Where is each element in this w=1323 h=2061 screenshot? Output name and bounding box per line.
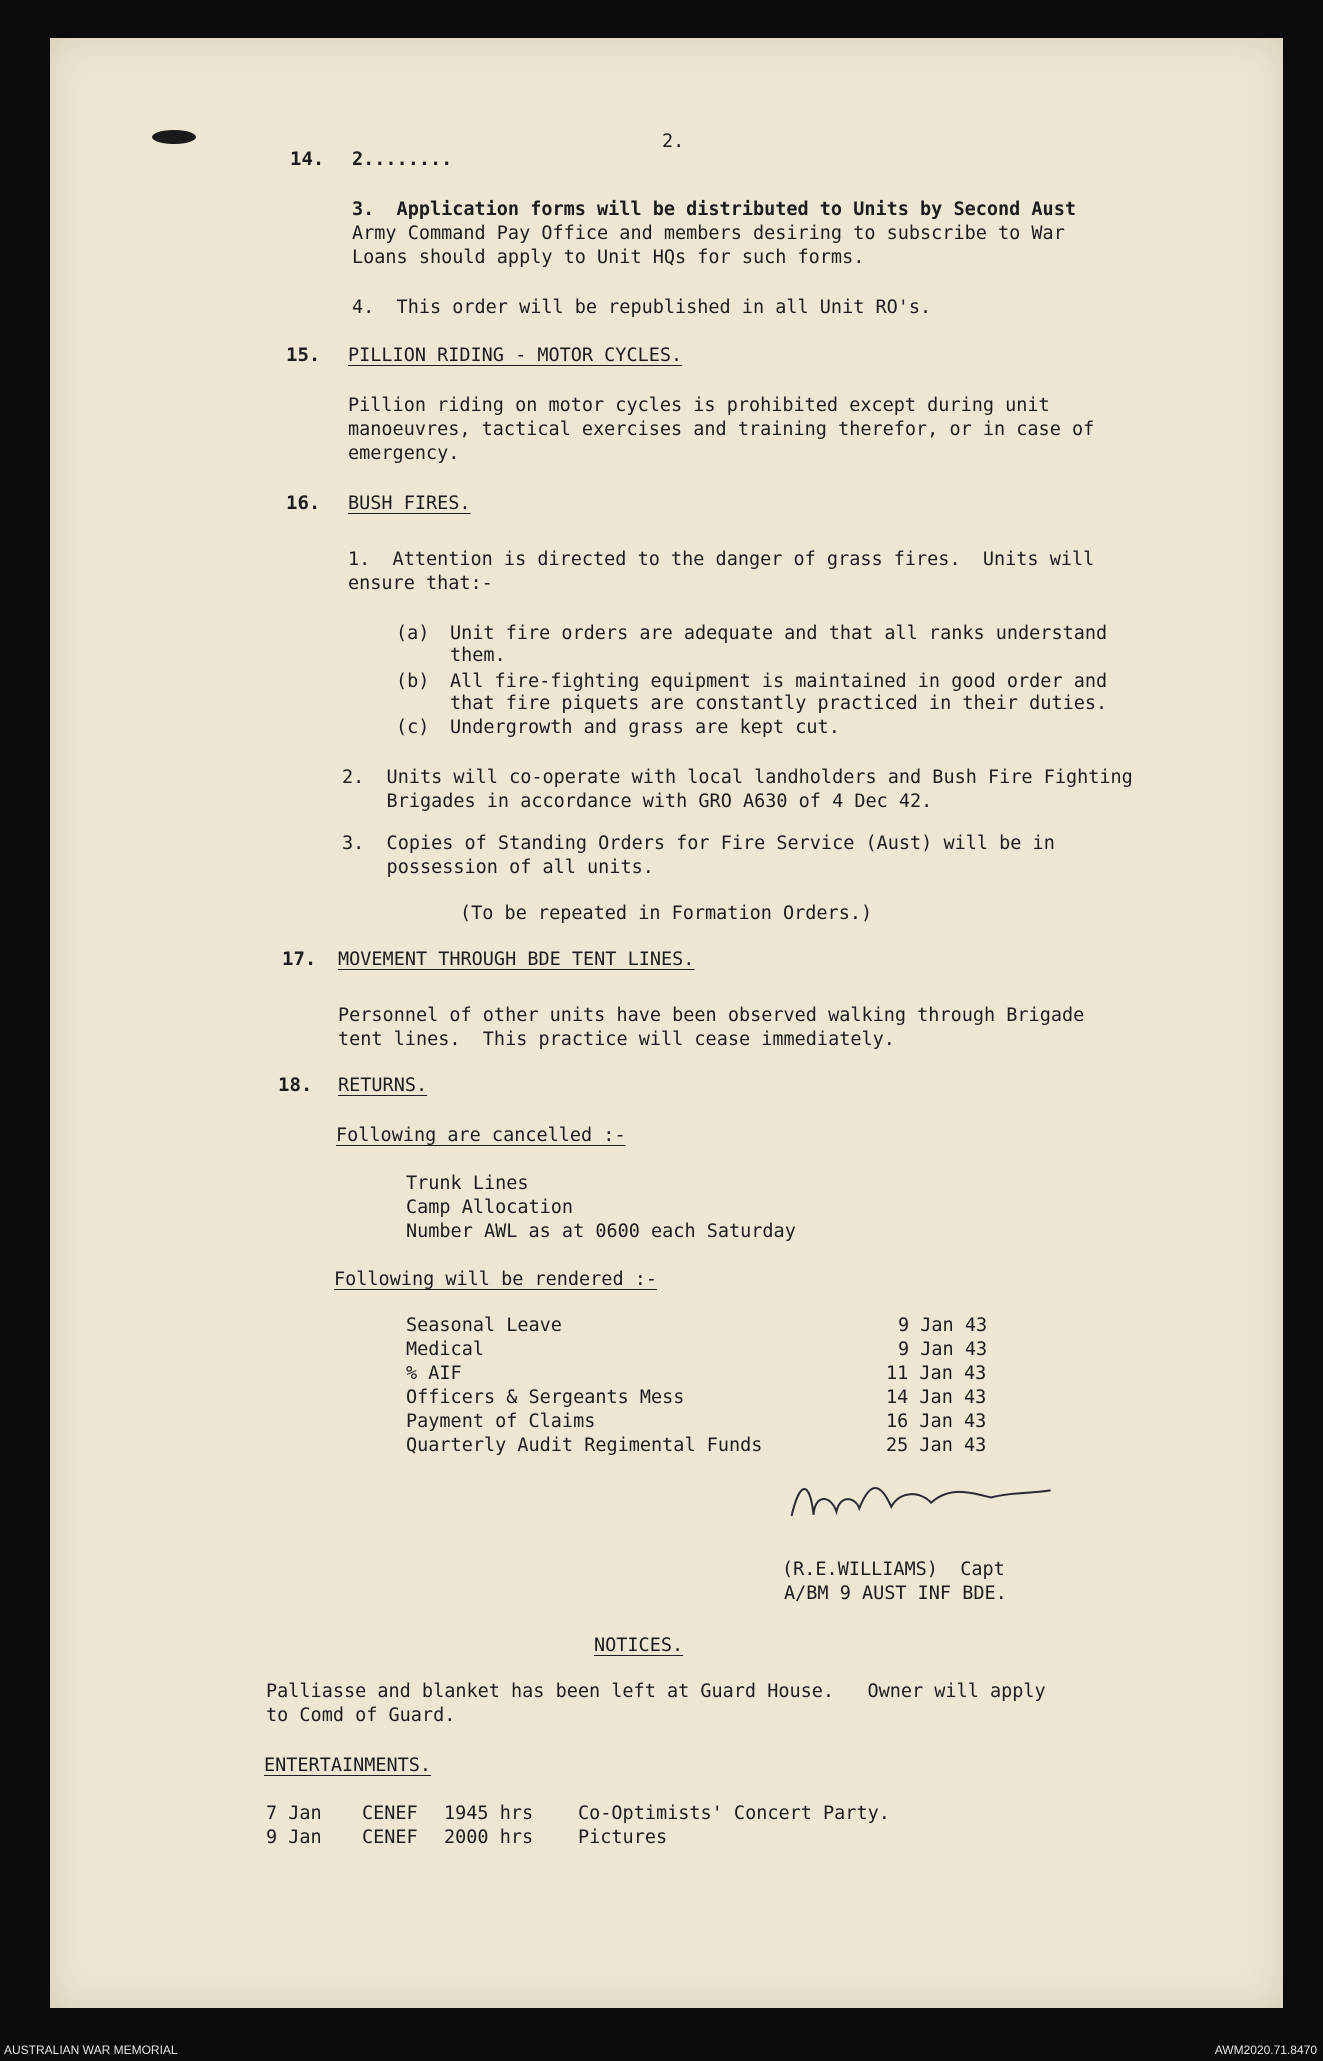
notices-line1: Palliasse and blanket has been left at Guard House. Owner will apply xyxy=(266,1681,1046,1702)
rendered-item: Seasonal Leave xyxy=(406,1315,562,1336)
item-a-line2: them. xyxy=(450,645,506,666)
para14-3-line2: Army Command Pay Office and members desiring to subscribe to War xyxy=(352,223,1065,244)
section-16-number: 16. xyxy=(286,492,321,514)
item-b-line2: that fire piquets are constantly practiced in their duties. xyxy=(450,693,1108,714)
section-16-p2-line1: 2. Units will co-operate with local landholders and Bush Fire Fighting xyxy=(342,767,1133,788)
item-c-line1: Undergrowth and grass are kept cut. xyxy=(450,717,840,738)
ent-time: 2000 hrs xyxy=(444,1827,534,1848)
footer-left: AUSTRALIAN WAR MEMORIAL xyxy=(4,2043,178,2057)
item-a-label: (a) xyxy=(396,623,430,644)
rendered-date: 9 Jan 43 xyxy=(898,1315,988,1336)
section-17-number: 17. xyxy=(282,948,317,970)
rendered-item: Quarterly Audit Regimental Funds xyxy=(406,1435,763,1456)
rendered-item: Medical xyxy=(406,1339,484,1360)
notices-heading: NOTICES. xyxy=(594,1635,684,1656)
continuation-number: 14. xyxy=(290,148,325,170)
cancelled-heading: Following are cancelled :- xyxy=(336,1125,626,1146)
ent-event: Co-Optimists' Concert Party. xyxy=(578,1803,890,1824)
rendered-date: 14 Jan 43 xyxy=(886,1387,987,1408)
section-17-line1: Personnel of other units have been observed walking through Brigade xyxy=(338,1005,1085,1026)
section-15-heading: PILLION RIDING - MOTOR CYCLES. xyxy=(348,345,683,366)
section-16-p1-line2: ensure that:- xyxy=(348,573,493,594)
section-16-p2-line2: Brigades in accordance with GRO A630 of 4 Dec 42. xyxy=(342,791,933,812)
page-number: 2. xyxy=(662,131,685,152)
cancelled-item: Camp Allocation xyxy=(406,1197,574,1218)
section-16-p3-line1: 3. Copies of Standing Orders for Fire Service (Aust) will be in xyxy=(342,833,1055,854)
ink-blot xyxy=(152,130,196,144)
section-18-heading: RETURNS. xyxy=(338,1075,428,1096)
rendered-heading: Following will be rendered :- xyxy=(334,1269,658,1290)
rendered-date: 16 Jan 43 xyxy=(886,1411,987,1432)
entertainments-heading: ENTERTAINMENTS. xyxy=(264,1755,432,1776)
section-16-heading: BUSH FIRES. xyxy=(348,493,471,514)
rendered-item: % AIF xyxy=(406,1363,462,1384)
section-16-repeat-note: (To be repeated in Formation Orders.) xyxy=(460,903,873,924)
rendered-item: Officers & Sergeants Mess xyxy=(406,1387,685,1408)
rendered-item: Payment of Claims xyxy=(406,1411,596,1432)
item-c-label: (c) xyxy=(396,717,430,738)
section-17-line2: tent lines. This practice will cease immediately. xyxy=(338,1029,895,1050)
para14-3-line1: 3. Application forms will be distributed to Units by Second Aust xyxy=(352,199,1076,220)
rendered-date: 9 Jan 43 xyxy=(898,1339,988,1360)
continuation-text: 2........ xyxy=(352,149,453,170)
ent-event: Pictures xyxy=(578,1827,668,1848)
section-15-line2: manoeuvres, tactical exercises and training therefor, or in case of xyxy=(348,419,1095,440)
signature-name: (R.E.WILLIAMS) Capt xyxy=(782,1559,1005,1580)
footer-right: AWM2020.71.8470 xyxy=(1214,2043,1317,2057)
section-16-p3-line2: possession of all units. xyxy=(342,857,654,878)
item-b-label: (b) xyxy=(396,671,430,692)
section-16-p1-line1: 1. Attention is directed to the danger of grass fires. Units will xyxy=(348,549,1095,570)
section-15-number: 15. xyxy=(286,344,321,366)
rendered-date: 11 Jan 43 xyxy=(886,1363,987,1384)
rendered-date: 25 Jan 43 xyxy=(886,1435,987,1456)
ent-date: 7 Jan xyxy=(266,1803,322,1824)
section-17-heading: MOVEMENT THROUGH BDE TENT LINES. xyxy=(338,949,695,970)
item-a-line1: Unit fire orders are adequate and that all ranks understand xyxy=(450,623,1108,644)
notices-line2: to Comd of Guard. xyxy=(266,1705,456,1726)
signature-scribble xyxy=(779,1461,1082,1537)
section-15-line1: Pillion riding on motor cycles is prohibited except during unit xyxy=(348,395,1050,416)
ent-date: 9 Jan xyxy=(266,1827,322,1848)
section-15-line3: emergency. xyxy=(348,443,460,464)
document-page xyxy=(50,38,1283,2008)
cancelled-item: Number AWL as at 0600 each Saturday xyxy=(406,1221,796,1242)
ent-venue: CENEF xyxy=(362,1803,418,1824)
ent-venue: CENEF xyxy=(362,1827,418,1848)
ent-time: 1945 hrs xyxy=(444,1803,534,1824)
item-b-line1: All fire-fighting equipment is maintained in good order and xyxy=(450,671,1108,692)
section-18-number: 18. xyxy=(278,1074,313,1096)
para14-4: 4. This order will be republished in all Unit RO's. xyxy=(352,297,932,318)
cancelled-item: Trunk Lines xyxy=(406,1173,529,1194)
para14-3-line3: Loans should apply to Unit HQs for such forms. xyxy=(352,247,865,268)
signature-title: A/BM 9 AUST INF BDE. xyxy=(784,1583,1007,1604)
